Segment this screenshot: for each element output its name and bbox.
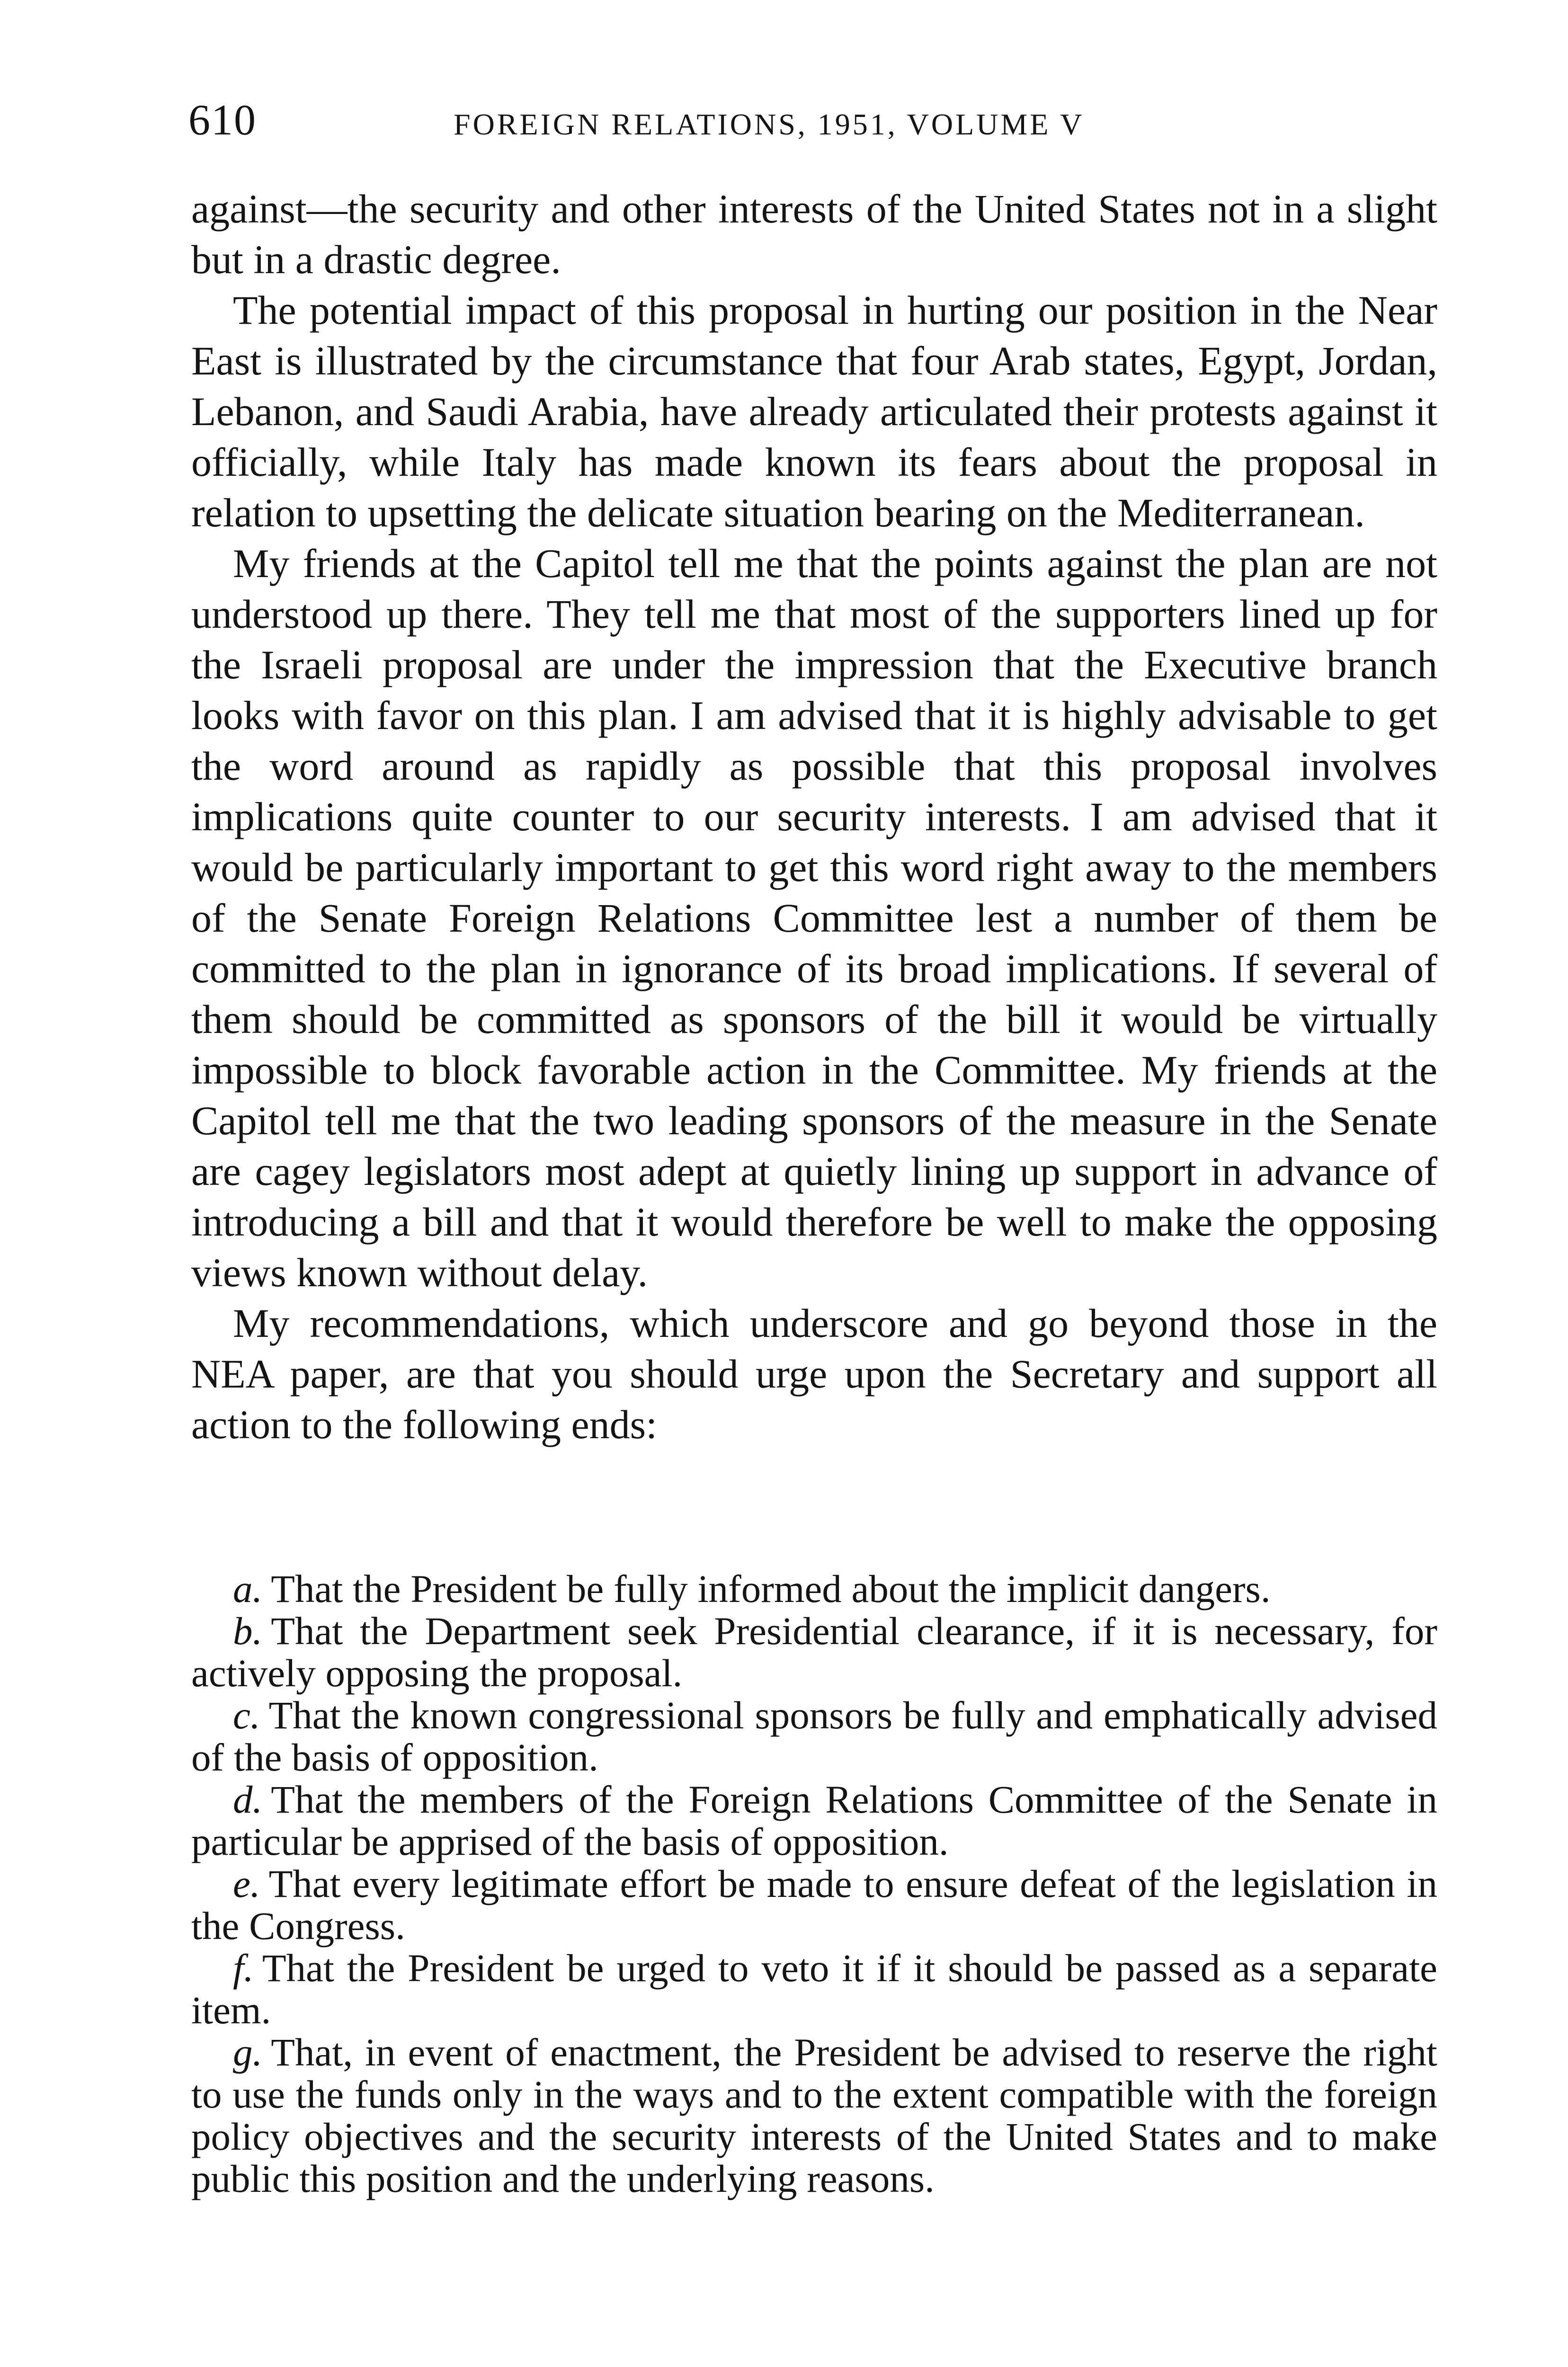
recommendation-text: That the members of the Foreign Relations Committee of the Senate in particular be apprised of the basis of opposition. <box>191 1778 1437 1863</box>
recommendation-text: That, in event of enactment, the President be advised to reserve the right to use the funds only in the ways and to the extent compatible with the foreign policy objectives and the security interests of the United States and to make public this position and the underlying reasons. <box>191 2030 1437 2200</box>
recommendation-item-a <box>191 1568 1437 1610</box>
paragraph-capitol-friends: My friends at the Capitol tell me that the points against the plan are not understood up there. They tell me that most of the supporters lined up for the Israeli proposal are under the impression that the Executive branch looks with favor on this plan. I am advised that it is highly advisable to get the word around as rapidly as possible that this proposal involves implications quite counter to our security interests. I am advised that it would be particularly important to get this word right away to the members of the Senate Foreign Relations Committee lest a number of them be committed to the plan in ignorance of its broad implications. If several of them should be committed as sponsors of the bill it would be virtually impossible to block favorable action in the Committee. My friends at the Capitol tell me that the two leading sponsors of the measure in the Senate are cagey legislators most adept at quietly lining up support in advance of introducing a bill and that it would therefore be well to make the opposing views known without delay. <box>191 541 1437 1295</box>
recommendation-text: That every legitimate effort be made to ensure defeat of the legislation in the Congress. <box>191 1862 1437 1948</box>
recommendation-letter: f. <box>233 1946 254 1990</box>
recommendation-text: That the known congressional sponsors be fully and emphatically advised of the basis of opposition. <box>191 1693 1437 1779</box>
recommendation-letter: e. <box>233 1862 260 1905</box>
recommendation-text: That the Department seek Presidential clearance, if it is necessary, for actively opposing the proposal. <box>191 1609 1437 1695</box>
page-header <box>188 84 1438 155</box>
recommendations-list <box>191 1568 1437 2200</box>
recommendation-text: That the President be fully informed about the implicit dangers. <box>271 1567 1271 1611</box>
recommendation-item-b <box>191 1610 1437 1694</box>
body-text <box>191 184 1437 1450</box>
recommendation-text: That the President be urged to veto it if it should be passed as a separate item. <box>191 1946 1437 2032</box>
recommendation-item-d <box>191 1779 1437 1863</box>
running-head: FOREIGN RELATIONS, 1951, VOLUME V <box>454 107 1085 141</box>
page-number: 610 <box>188 96 257 144</box>
recommendation-letter: d. <box>233 1778 263 1821</box>
paragraph-recommendations-intro: My recommendations, which underscore and go beyond those in the NEA paper, are that you should urge upon the Secretary and support all action to the following ends: <box>191 1300 1437 1447</box>
recommendation-letter: g. <box>233 2030 263 2074</box>
recommendation-letter: c. <box>233 1693 260 1737</box>
paragraph-near-east-impact: The potential impact of this proposal in hurting our position in the Near East is illustrated by the circumstance that four Arab states, Egypt, Jordan, Lebanon, and Saudi Arabia, have already articulated their protests against it officially, while Italy has made known its fears about the proposal in relation to upsetting the delicate situation bearing on the Mediterranean. <box>191 287 1437 535</box>
recommendation-letter: a. <box>233 1567 263 1611</box>
paragraph-continuation: against—the security and other interests of the United States not in a slight but in a drastic degree. <box>191 186 1437 282</box>
recommendation-letter: b. <box>233 1609 263 1653</box>
recommendation-item-f <box>191 1947 1437 2031</box>
recommendation-item-c <box>191 1694 1437 1779</box>
recommendation-item-e <box>191 1863 1437 1947</box>
recommendation-item-g <box>191 2031 1437 2200</box>
